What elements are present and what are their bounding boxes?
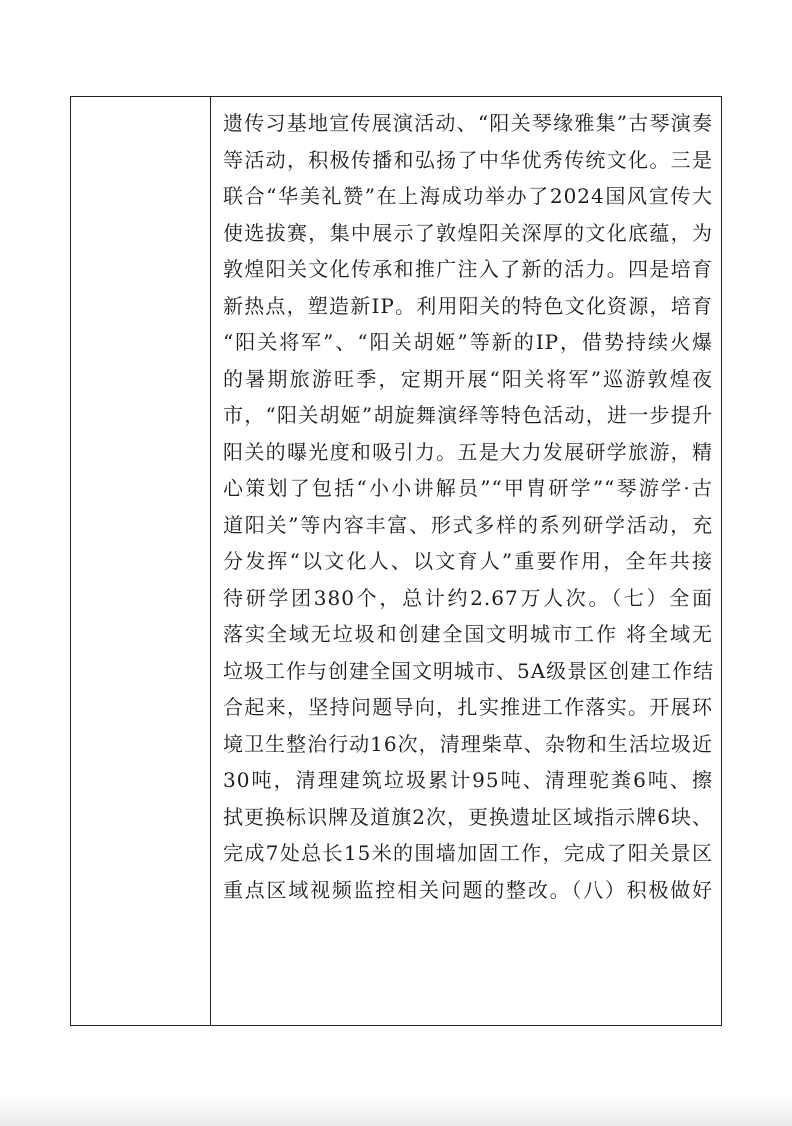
text-line: 落实全域无垃圾和创建全国文明城市工作 将全域无 — [223, 622, 713, 646]
text-line: 敦煌阳关文化传承和推广注入了新的活力。四是培育 — [223, 257, 713, 281]
text-line: 完成7处总长15米的围墙加固工作，完成了阳关景区 — [223, 841, 713, 865]
text-line: 待研学团380个，总计约2.67万人次。（七）全面 — [223, 585, 713, 610]
report-text — [223, 105, 713, 908]
text-line: 新热点，塑造新IP。利用阳关的特色文化资源，培育 — [223, 293, 713, 318]
text-line: 市，“阳关胡姬”胡旋舞演绎等特色活动，进一步提升 — [223, 403, 713, 427]
text-line: 垃圾工作与创建全国文明城市、5A级景区创建工作结 — [223, 658, 715, 683]
page-bottom-shadow — [0, 1096, 792, 1126]
table-content-cell — [211, 97, 721, 1025]
text-line: 心策划了包括“小小讲解员”“甲胄研学”“琴游学·古 — [223, 476, 713, 500]
form-table — [70, 96, 722, 1026]
text-line: 分发挥“以文化人、以文育人”重要作用，全年共接 — [223, 549, 713, 573]
text-line: 合起来，坚持问题导向，扎实推进工作落实。开展环 — [223, 695, 713, 719]
text-line: 30吨，清理建筑垃圾累计95吨、清理驼粪6吨、擦 — [223, 768, 713, 792]
text-line: 道阳关”等内容丰富、形式多样的系列研学活动，充 — [223, 512, 713, 537]
table-left-cell — [71, 97, 211, 1025]
text-line: 的暑期旅游旺季，定期开展“阳关将军”巡游敦煌夜 — [223, 366, 713, 391]
text-line: 境卫生整治行动16次，清理柴草、杂物和生活垃圾近 — [223, 731, 713, 756]
text-line: 阳关的曝光度和吸引力。五是大力发展研学旅游，精 — [223, 439, 713, 464]
text-line: 等活动，积极传播和弘扬了中华优秀传统文化。三是 — [223, 147, 713, 172]
text-line: 拭更换标识牌及道旗2次，更换遗址区域指示牌6块、 — [223, 804, 713, 829]
text-line: 重点区域视频监控相关问题的整改。（八）积极做好 — [223, 877, 713, 902]
text-line: 联合“华美礼赞”在上海成功举办了2024国风宣传大 — [223, 184, 713, 208]
text-line: 遗传习基地宣传展演活动、“阳关琴缘雅集”古琴演奏 — [223, 111, 713, 135]
text-line: 使选拔赛，集中展示了敦煌阳关深厚的文化底蕴，为 — [223, 220, 713, 245]
text-line: “阳关将军”、“阳关胡姬”等新的IP，借势持续火爆 — [223, 330, 713, 354]
